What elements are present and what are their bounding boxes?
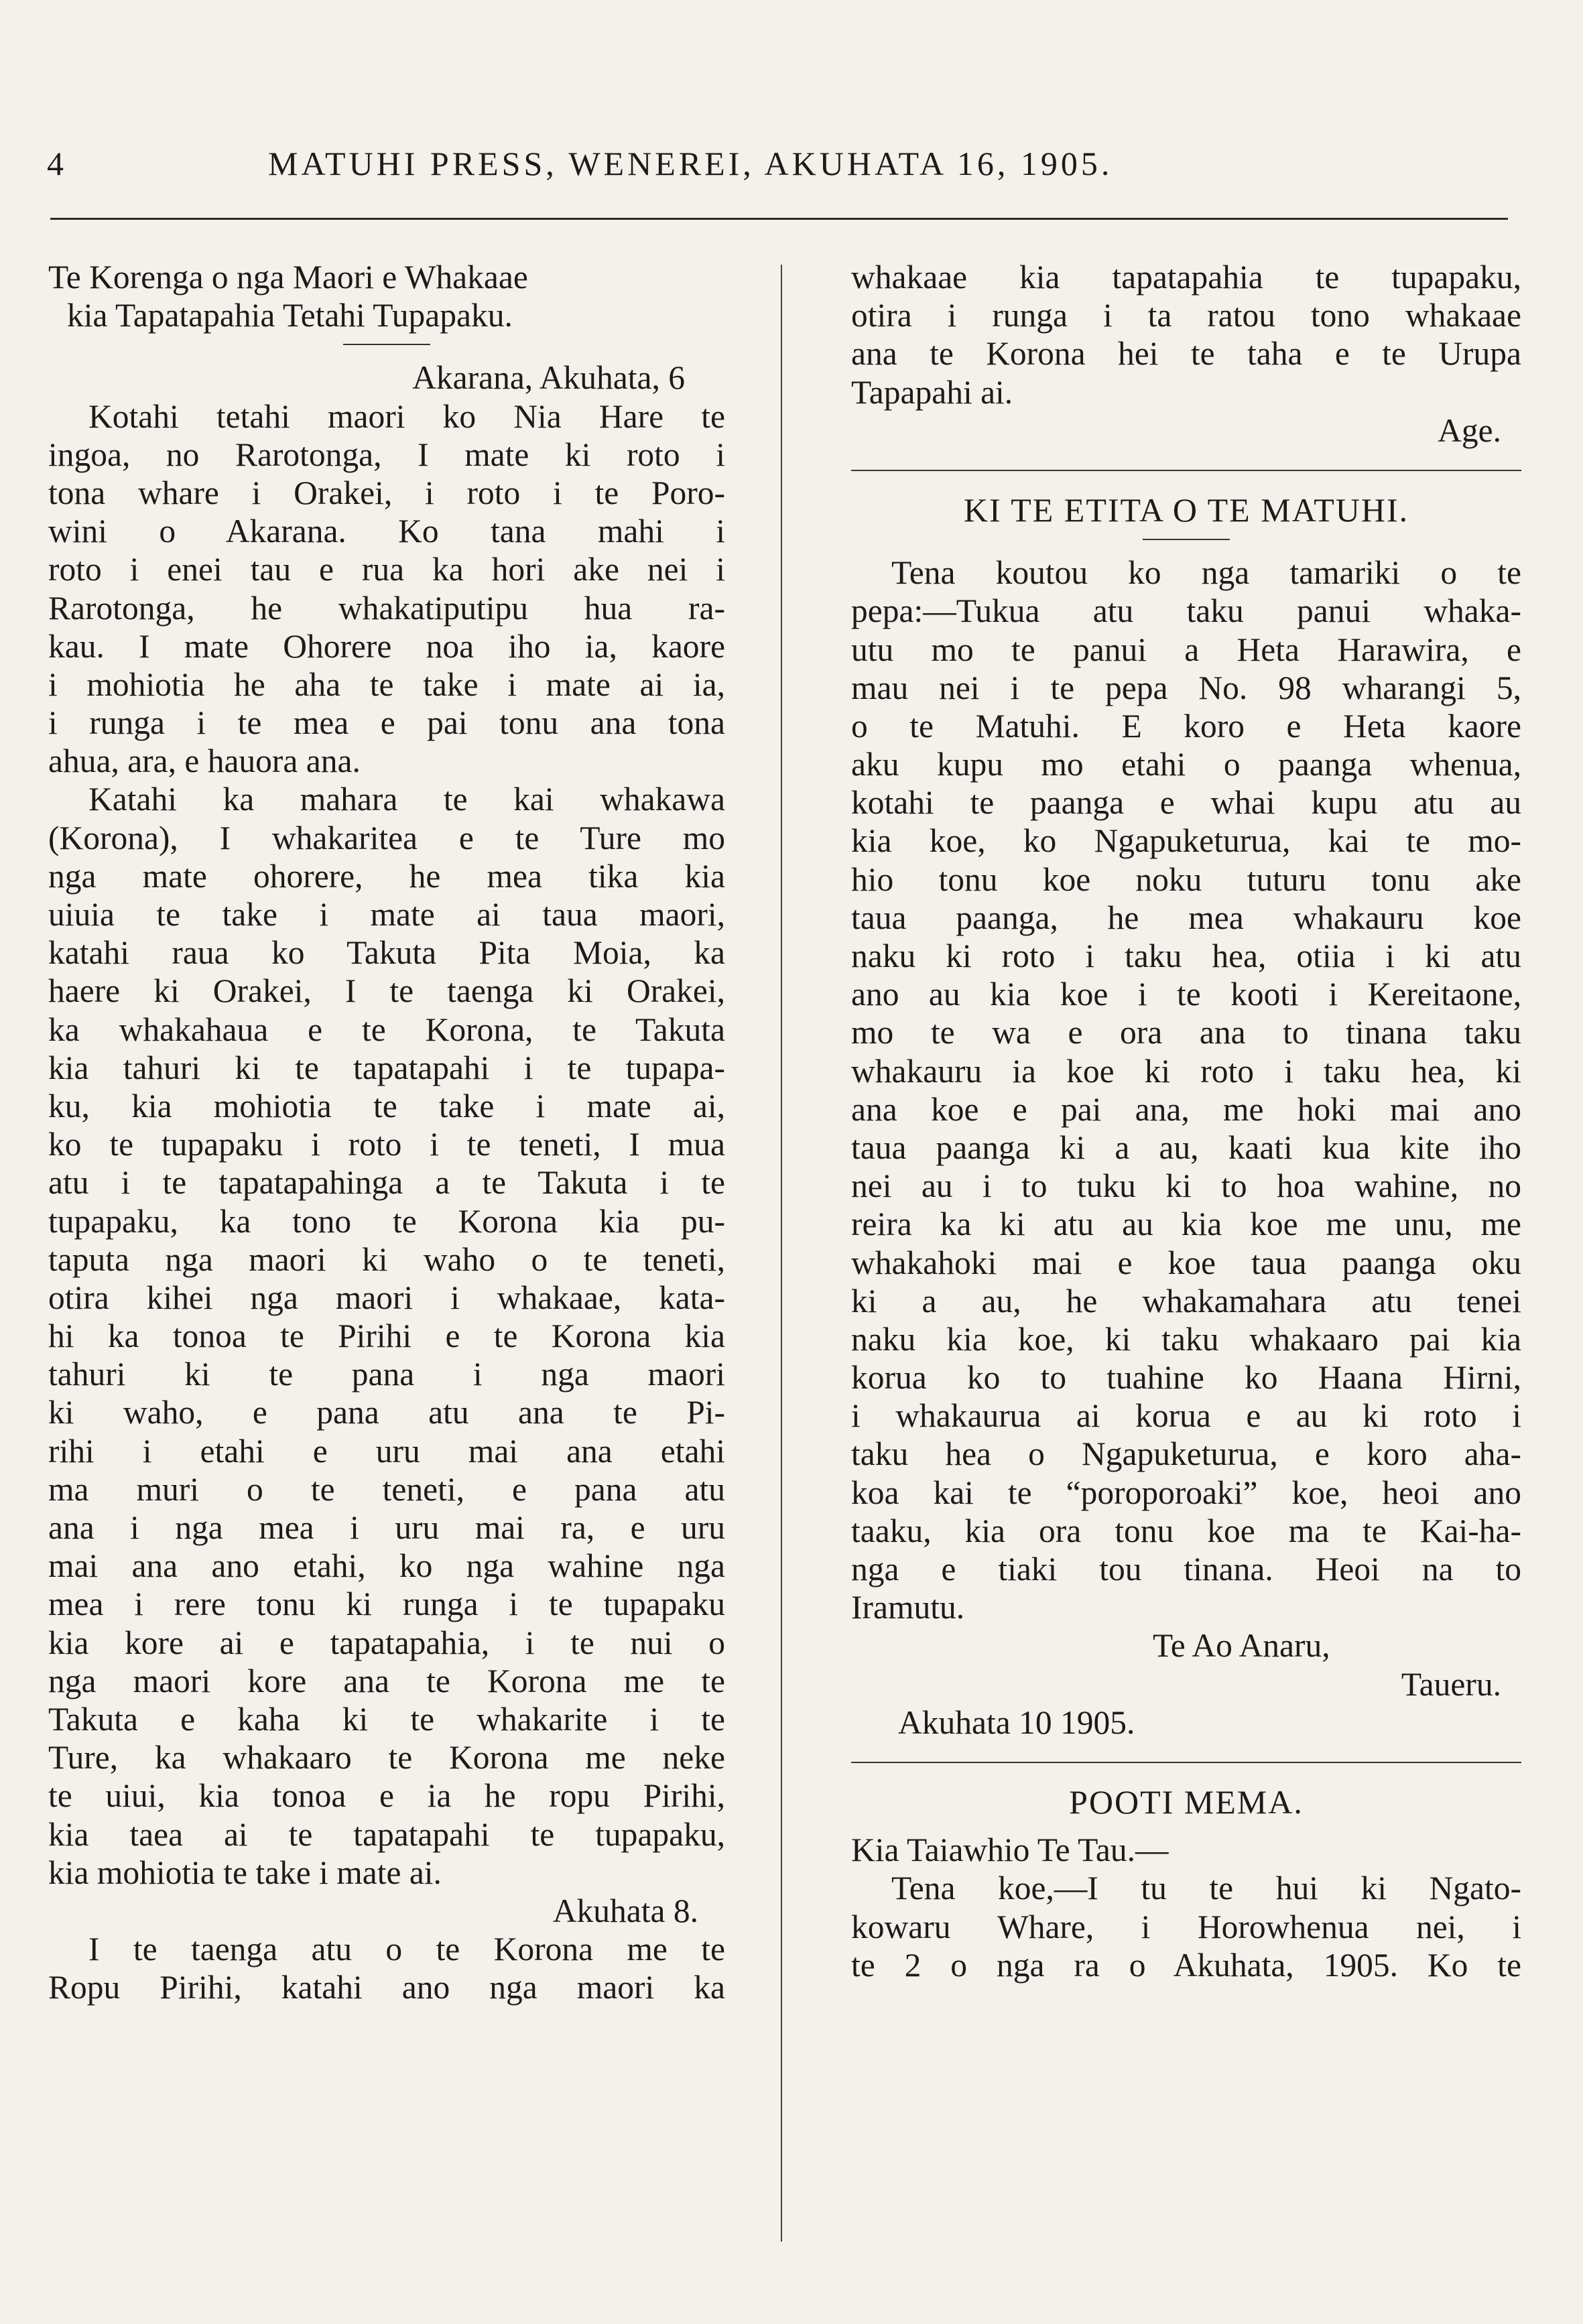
article1-title (48, 258, 725, 334)
text-line: mea i rere tonu ki runga i te tupapaku (48, 1586, 725, 1623)
text-line: Tena koe,—I tu te hui ki Ngato- (891, 1870, 1521, 1907)
text-line: ana koe e pai ana, me hoki mai ano (851, 1090, 1521, 1128)
text-line: otira kihei nga maori i whakaae, kata- (48, 1279, 725, 1316)
text-line: katahi raua ko Takuta Pita Moia, ka (48, 934, 725, 972)
page-number: 4 (47, 145, 64, 182)
article1-para1 (48, 397, 725, 781)
text-line: kia kore ai e tapatapahia, i te nui o (48, 1624, 725, 1661)
text-line: naku kia koe, ki taku whakaaro pai kia (851, 1320, 1521, 1358)
text-line: taua paanga, he mea whakauru koe (851, 899, 1521, 936)
left-column (48, 258, 725, 2006)
text-line: kia tahuri ki te tapatapahi i te tupapa- (48, 1049, 725, 1086)
text-line: kotahi te paanga e whai kupu atu au (851, 784, 1521, 822)
text-line: naku ki roto i taku hea, otiia i ki atu (851, 938, 1521, 974)
section-rule (851, 470, 1521, 471)
text-line: kowaru Whare, i Horowhenua nei, i (851, 1908, 1521, 1945)
text-line: ingoa, no Rarotonga, I mate ki roto i (48, 436, 725, 473)
letter-date: Akuhata 10 1905. (898, 1703, 1135, 1741)
text-line: mau nei i te pepa No. 98 wharangi 5, (851, 669, 1521, 706)
article3-body (851, 1869, 1521, 1984)
text-line: Kotahi tetahi maori ko Nia Hare te (88, 397, 725, 435)
text-line: ana te Korona hei te taha e te Urupa (851, 335, 1521, 373)
right-column (851, 258, 1521, 1984)
text-line: te 2 o nga ra o Akuhata, 1905. Ko te (851, 1946, 1521, 1984)
article2-title: KI TE ETITA O TE MATUHI. (963, 491, 1409, 529)
text-line: mo te wa e ora ana to tinana taku (851, 1014, 1521, 1051)
text-line: ma muri o te teneti, e pana atu (48, 1470, 725, 1508)
text-line: nei au i to tuku ki to hoa wahine, no (851, 1167, 1521, 1205)
text-line: koa kai te “poroporoaki” koe, heoi ano (851, 1474, 1521, 1511)
article2-body (851, 554, 1521, 1626)
header-rule (50, 218, 1508, 220)
signature: Te Ao Anaru, (1153, 1627, 1330, 1665)
text-line: whakauru ia koe ki roto i taku hea, ki (851, 1052, 1521, 1090)
section-rule (343, 344, 430, 345)
text-line: i runga i te mea e pai tonu ana tona (48, 704, 725, 742)
text-line: otira i runga i ta ratou tono whakaae (851, 297, 1521, 334)
column-divider (781, 265, 782, 2242)
text-line: korua ko to tuahine ko Haana Hirni, (851, 1359, 1521, 1397)
text-line: tahuri ki te pana i nga maori (48, 1356, 725, 1393)
page-header (47, 144, 1521, 204)
text-line: kia mohiotia te take i mate ai. (48, 1854, 442, 1891)
signature: Age. (1438, 411, 1501, 449)
text-line: mai ana ano etahi, ko nga wahine nga (48, 1547, 725, 1585)
text-line: ki a au, he whakamahara atu tenei (851, 1282, 1521, 1319)
text-line: ki waho, e pana atu ana te Pi- (48, 1394, 725, 1431)
text-line: I te taenga atu o te Korona me te (88, 1931, 725, 1968)
text-line: taaku, kia ora tonu koe ma te Kai-ha- (851, 1512, 1521, 1549)
text-line: kia koe, ko Ngapuketurua, kai te mo- (851, 822, 1521, 860)
text-line: rihi i etahi e uru mai ana etahi (48, 1432, 725, 1470)
text-line: nga maori kore ana te Korona me te (48, 1662, 725, 1699)
text-line: kia taea ai te tapatapahi te tupapaku, (48, 1815, 725, 1853)
text-line: Ropu Pirihi, katahi ano nga maori ka (48, 1969, 725, 2006)
text-line: Iramutu. (851, 1589, 965, 1626)
text-line: pepa:—Tukua atu taku panui whaka- (851, 592, 1521, 630)
salutation: Kia Taiawhio Te Tau.— (851, 1831, 1169, 1869)
text-line: tupapaku, ka tono te Korona kia pu- (48, 1202, 725, 1240)
text-line: Tapapahi ai. (851, 373, 1013, 411)
article1-para2 (48, 780, 725, 1891)
masthead: MATUHI PRESS, WENEREI, AKUHATA 16, 1905. (268, 145, 1113, 182)
text-line: Rarotonga, he whakatiputipu hua ra- (48, 589, 725, 627)
title-line: kia Tapatapahia Tetahi Tupapaku. (67, 297, 513, 334)
text-line: wini o Akarana. Ko tana mahi i (48, 513, 725, 550)
text-line: ko te tupapaku i roto i te teneti, I mua (48, 1126, 725, 1163)
article1-para3-start (48, 1930, 725, 2006)
text-line: te uiui, kia tonoa e ia he ropu Pirihi, (48, 1777, 725, 1815)
text-line: taua paanga ki a au, kaati kua kite iho (851, 1128, 1521, 1166)
text-line: reira ka ki atu au kia koe me unu, me (851, 1206, 1521, 1243)
title-line: Te Korenga o nga Maori e Whakaae (48, 259, 528, 296)
text-line: taputa nga maori ki waho o te teneti, (48, 1240, 725, 1278)
text-line: uiuia te take i mate ai taua maori, (48, 896, 725, 933)
text-line: whakahoki mai e koe taua paanga oku (851, 1244, 1521, 1281)
text-line: haere ki Orakei, I te taenga ki Orakei, (48, 972, 725, 1010)
text-line: roto i enei tau e rua ka hori ake nei i (48, 551, 725, 588)
text-line: taku hea o Ngapuketurua, e koro aha- (851, 1435, 1521, 1473)
text-line: ana i nga mea i uru mai ra, e uru (48, 1509, 725, 1546)
text-line: ano au kia koe i te kooti i Kereitaone, (851, 976, 1521, 1013)
text-line: nga mate ohorere, he mea tika kia (48, 857, 725, 895)
text-line: utu mo te panui a Heta Harawira, e (851, 631, 1521, 668)
text-line: o te Matuhi. E koro e Heta kaore (851, 707, 1521, 745)
dateline: Akuhata 8. (552, 1892, 698, 1929)
text-line: Katahi ka mahara te kai whakawa (88, 781, 725, 818)
section-rule (851, 1762, 1521, 1763)
dateline: Akarana, Akuhata, 6 (412, 359, 685, 397)
text-line: (Korona), I whakaritea e te Ture mo (48, 819, 725, 856)
text-line: Tena koutou ko nga tamariki o te (891, 554, 1521, 592)
text-line: nga e tiaki tou tinana. Heoi na to (851, 1551, 1521, 1588)
text-line: i mohiotia he aha te take i mate ai ia, (48, 665, 725, 703)
text-line: hi ka tonoa te Pirihi e te Korona kia (48, 1317, 725, 1355)
text-line: Ture, ka whakaaro te Korona me neke (48, 1739, 725, 1777)
article1-para3-cont (851, 258, 1521, 411)
text-line: whakaae kia tapatapahia te tupapaku, (851, 259, 1521, 296)
text-line: hio tonu koe noku tuturu tonu ake (851, 860, 1521, 898)
text-line: Takuta e kaha ki te whakarite i te (48, 1700, 725, 1738)
signature: Taueru. (1401, 1665, 1501, 1703)
text-line: kau. I mate Ohorere noa iho ia, kaore (48, 627, 725, 665)
text-line: atu i te tapatapahinga a te Takuta i te (48, 1164, 725, 1202)
article3-title: POOTI MEMA. (1069, 1783, 1304, 1821)
text-line: i whakaurua ai korua e au ki roto i (851, 1397, 1521, 1435)
section-rule (1143, 539, 1230, 540)
text-line: ku, kia mohiotia te take i mate ai, (48, 1087, 725, 1124)
text-line: ka whakahaua e te Korona, te Takuta (48, 1011, 725, 1048)
text-line: aku kupu mo etahi o paanga whenua, (851, 746, 1521, 783)
text-line: tona whare i Orakei, i roto i te Poro- (48, 474, 725, 511)
text-line: ahua, ara, e hauora ana. (48, 743, 361, 780)
